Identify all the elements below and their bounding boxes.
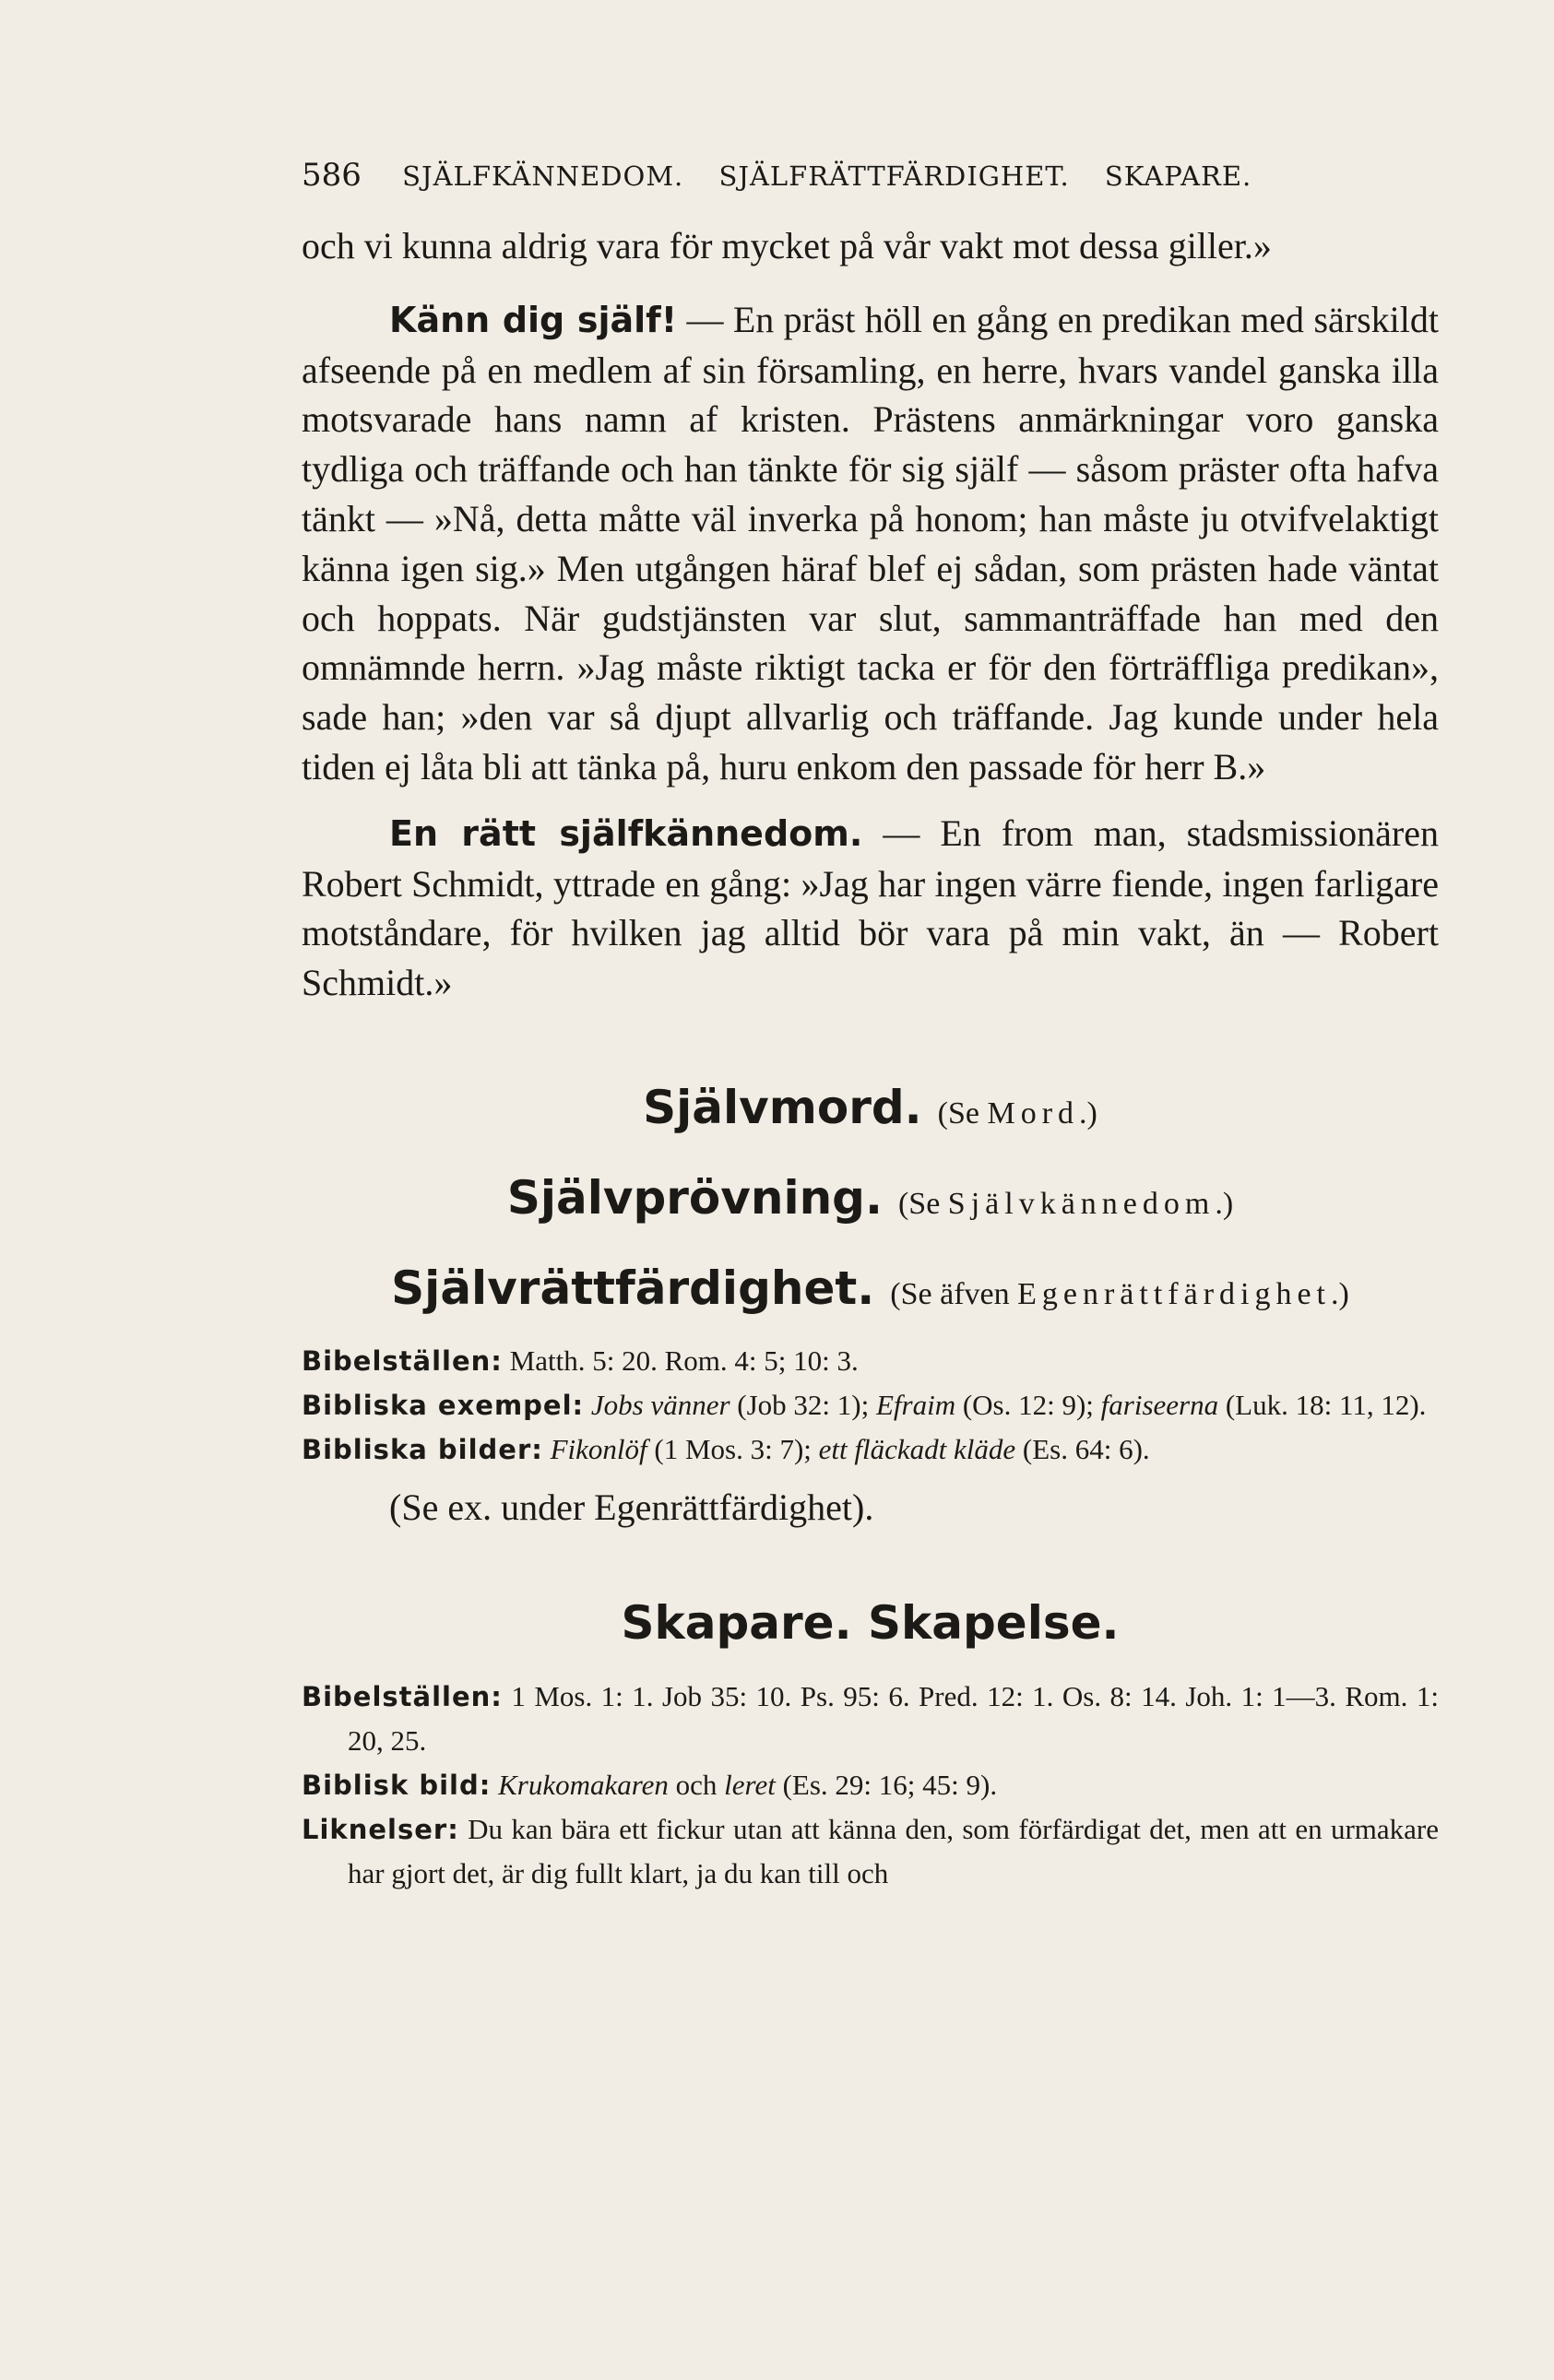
reference-line: Bibliska exempel: Jobs vänner (Job 32: 1); Efraim (Os. 12: 9); fariseerna (Luk. 18: 11, 12). [302, 1389, 1427, 1422]
section-heading [302, 1596, 1439, 1654]
section-heading [302, 1261, 1439, 1320]
section-heading [302, 1170, 1439, 1229]
story-paragraph [302, 809, 1439, 1008]
cross-reference: (Se Mord.) [937, 1095, 1097, 1131]
running-head: SKAPARE. [1104, 160, 1252, 192]
continuation-paragraph: och vi kunna aldrig vara för mycket på vår vakt mot dessa giller.» [302, 225, 1272, 266]
reference-line: Bibliska bilder: Fikonlöf (1 Mos. 3: 7); ett fläckadt kläde (Es. 64: 6). [302, 1433, 1150, 1466]
reference-line: Bibelställen: Matth. 5: 20. Rom. 4: 5; 10: 3. [302, 1344, 859, 1378]
section-heading [302, 1080, 1439, 1139]
section-title: Självrättfärdighet. [391, 1261, 875, 1315]
reference-line: Biblisk bild: Krukomakaren och leret (Es. 29: 16; 45: 9). [302, 1768, 998, 1801]
reference-line: Bibelställen: 1 Mos. 1: 1. Job 35: 10. Ps. 95: 6. Pred. 12: 1. Os. 8: 14. Joh. 1: 1—3. Rom. 1: 20, 25. [302, 1679, 1439, 1757]
reference-label: Liknelser: [302, 1813, 459, 1845]
running-head: SJÄLFRÄTTFÄRDIGHET. [718, 160, 1070, 192]
story-title: Känn dig själf! [389, 299, 678, 340]
reference-label: Biblisk bild: [302, 1769, 492, 1801]
reference-line: Liknelser: Du kan bära ett fickur utan att känna den, som förfärdigat det, men att en urmakare har gjort det, är dig fullt klart, ja du kan till och [302, 1812, 1439, 1889]
story-text: — En präst höll en gång en predikan med särskildt afseende på en medlem af sin församling, en herre, hvars vandel ganska illa motsvarade hans namn af kristen. Prästens anmärkningar voro ganska tydliga och träffande och han tänkte för sig själf — såsom präster ofta hafva tänkt — »Nå, detta måtte väl inverka på honom; han måste ju otvifvelaktigt känna igen sig.» Men utgången häraf blef ej sådan, som prästen hade väntat och hoppats. När gudstjänsten var slut, sammanträffade han med den omnämnde herrn. »Jag måste riktigt tacka er för den förträffliga predikan», sade han; »den var så djupt allvarlig och träffande. Jag kunde under hela tiden ej låta bli att tänka på, huru enkom den passade för herr B.» [302, 298, 1439, 787]
see-also-note: (Se ex. under Egenrättfärdighet). [389, 1486, 874, 1529]
story-title: En rätt själfkännedom. [389, 812, 863, 854]
page-number: 586 [302, 157, 362, 194]
page-header [302, 157, 1298, 194]
cross-reference: (Se äfven Egenrättfärdighet.) [890, 1276, 1349, 1311]
page-body [302, 221, 1439, 1896]
reference-label: Bibelställen: [302, 1680, 503, 1712]
running-head: SJÄLFKÄNNEDOM. [402, 160, 684, 192]
reference-label: Bibelställen: [302, 1345, 503, 1378]
section-title: Självprövning. [506, 1170, 883, 1225]
reference-label: Bibliska bilder: [302, 1434, 543, 1466]
story-text: — En from man, stadsmissionären Robert Schmidt, yttrade en gång: »Jag har ingen värre fiende, ingen farligare motståndare, för hvilken jag alltid bör vara på min vakt, än — Robert Schmidt.» [302, 811, 1439, 1004]
story-paragraph [302, 295, 1439, 792]
reference-label: Bibliska exempel: [302, 1390, 585, 1422]
section-title: Självmord. [643, 1080, 922, 1134]
cross-reference: (Se Självkännedom.) [897, 1186, 1234, 1221]
section-title: Skapare. Skapelse. [621, 1596, 1120, 1651]
